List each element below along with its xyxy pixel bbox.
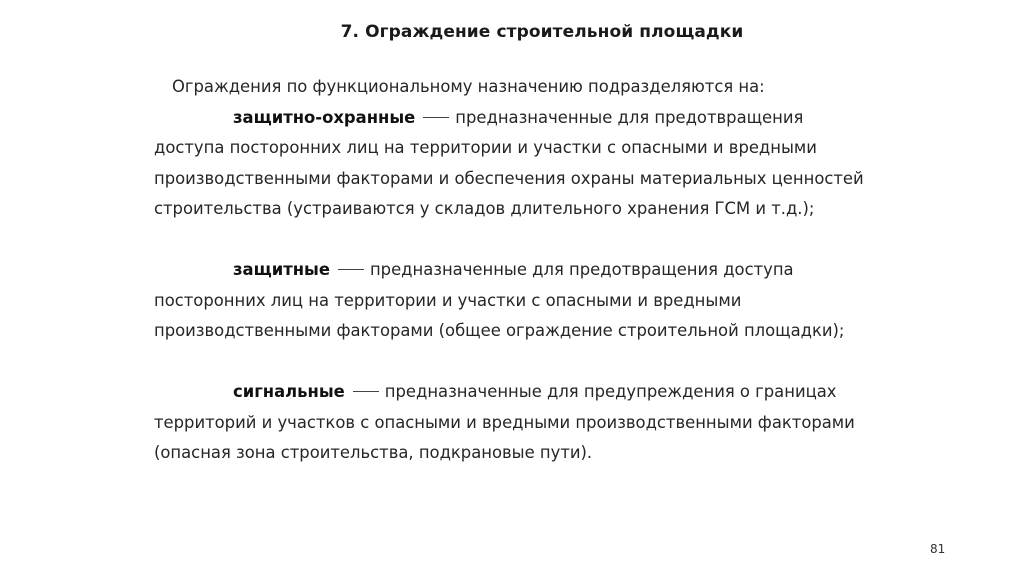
dash-separator xyxy=(338,269,364,270)
fence-type-description: предназначенные для предупреждения о границах территорий и участков с опасными и вредными производственными факторами (опасная зона строительства, подкрановые пути). xyxy=(154,382,855,462)
slide-title xyxy=(0,22,1024,42)
fence-type-item xyxy=(154,103,874,225)
slide-title-text: 7. Ограждение строительной площадки xyxy=(340,22,744,42)
page-number: 81 xyxy=(930,542,946,556)
dash-separator xyxy=(423,117,449,118)
fence-type-description: предназначенные для предотвращения доступа посторонних лиц на территории и участки с опасными и вредными производственными факторами (общее ограждение строительной площадки); xyxy=(154,260,845,340)
fence-type-term: сигнальные xyxy=(233,382,345,401)
slide-body xyxy=(154,72,874,469)
fence-type-description: предназначенные для предотвращения доступа посторонних лиц на территории и участки с опасными и вредными производственными факторами и обеспечения охраны материальных ценностей строительства (устраиваются у складов длительного хранения ГСМ и т.д.); xyxy=(154,107,864,218)
fence-type-item xyxy=(154,255,874,347)
intro-paragraph: Ограждения по функциональному назначению подразделяются на: xyxy=(172,77,765,96)
fence-type-term: защитно-охранные xyxy=(233,107,416,127)
fence-type-term: защитные xyxy=(233,260,330,279)
dash-separator xyxy=(353,391,379,392)
fence-type-item xyxy=(154,377,874,469)
